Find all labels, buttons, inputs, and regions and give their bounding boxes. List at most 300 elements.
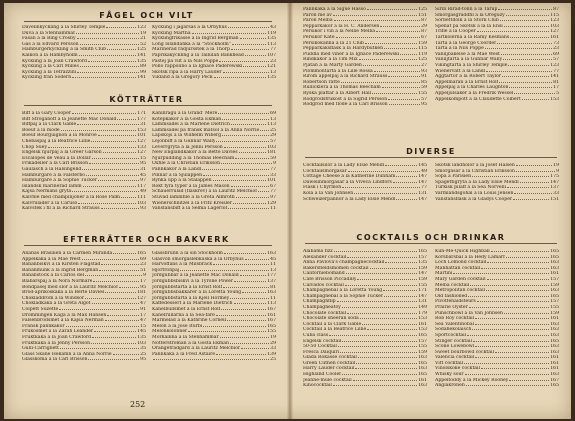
dot-leader xyxy=(80,66,139,67)
dot-leader xyxy=(481,368,549,369)
dot-leader xyxy=(333,15,417,16)
dot-leader xyxy=(82,259,139,260)
dot-leader xyxy=(228,208,269,209)
dot-leader xyxy=(388,99,420,100)
recipe-name: Vinölskoke cocktail xyxy=(435,366,480,372)
recipe-name: Kajsa Nermans gryta xyxy=(22,189,72,195)
dot-leader xyxy=(503,59,552,60)
dot-leader xyxy=(220,337,270,338)
recipe-page-number: 59 xyxy=(421,85,427,91)
dot-leader xyxy=(85,275,142,276)
dot-leader xyxy=(491,251,549,252)
recipe-name: Boeuf Bourguignon à la Monroe xyxy=(22,133,97,139)
recipe-name: Pannkakor à la Landl xyxy=(152,166,202,172)
recipe-name: Vitt cocktail xyxy=(435,360,464,366)
recipe-page-number: 161 xyxy=(418,321,427,327)
dot-leader xyxy=(98,135,137,136)
recipe-page-number: 67 xyxy=(421,34,427,40)
recipe-name: Glasvon smörgåslebkuska à la Orbyhus xyxy=(152,256,244,262)
index-column xyxy=(152,111,276,212)
dot-leader xyxy=(105,320,139,321)
recipe-name: Bananstock à la Carlos del xyxy=(22,273,85,279)
recipe-page-number: 33 xyxy=(553,190,559,196)
recipe-page-number: 171 xyxy=(137,111,146,116)
recipe-page-number: 159 xyxy=(550,282,559,288)
recipe-page-number: 21 xyxy=(140,36,146,42)
recipe-name: Kalvfilé med champinjoner à la Rose Palm xyxy=(22,194,121,200)
dot-leader xyxy=(66,326,140,327)
dot-leader xyxy=(338,346,417,347)
recipe-page-number: 87 xyxy=(553,7,559,12)
recipe-page-number: 77 xyxy=(270,166,276,172)
dot-leader xyxy=(509,87,552,88)
dot-leader xyxy=(227,320,266,321)
recipe-page-number: 147 xyxy=(550,179,559,185)
recipe-name: Pannkaka à la Sigue Hasso xyxy=(303,7,366,12)
dot-leader xyxy=(245,259,270,260)
dot-leader xyxy=(72,113,136,114)
dot-leader xyxy=(376,31,420,32)
dot-leader xyxy=(520,182,550,183)
recipe-name: Cocktail à la Beatrice Lillie xyxy=(303,327,367,333)
index-column xyxy=(22,25,146,81)
recipe-page-number: 141 xyxy=(137,75,146,81)
dot-leader xyxy=(363,65,420,66)
recipe-name: Loch Lomond cocktail xyxy=(435,260,487,266)
recipe-name: Green Cuthen cocktail xyxy=(303,360,356,366)
dot-leader xyxy=(232,44,266,45)
dot-leader xyxy=(487,262,549,263)
recipe-page-number: 52 xyxy=(140,41,146,47)
recipe-page-number: 163 xyxy=(550,327,559,333)
dot-leader xyxy=(385,165,417,166)
recipe-name: Chokladdröm à la Windsor xyxy=(22,295,85,301)
dot-leader xyxy=(76,33,139,34)
recipe-name: Kaninragu à la Grand' Mère xyxy=(152,111,218,116)
recipe-page-number: 179 xyxy=(418,310,427,316)
recipe-name: Kanelbullsmet à la Ernst Rolf xyxy=(152,306,221,312)
dot-leader xyxy=(228,27,269,28)
recipe-page-number: 23 xyxy=(140,262,146,268)
recipe-page-number: 103 xyxy=(550,23,559,29)
dot-leader xyxy=(89,163,139,164)
recipe-page-number: 127 xyxy=(137,138,146,144)
recipe-page-number: 147 xyxy=(418,174,427,180)
dot-leader xyxy=(475,324,549,325)
recipe-name: Calvados cocktail xyxy=(303,282,344,288)
dot-leader xyxy=(216,141,269,142)
recipe-name: Leverrgryta à la Jenni Persson xyxy=(152,144,223,150)
recipe-name: Stinger cocktail xyxy=(435,338,472,344)
dot-leader xyxy=(221,309,266,310)
recipe-name: Martini xyxy=(435,271,453,277)
recipe-page-number: 135 xyxy=(137,334,146,340)
recipe-name: Biff Stroganoff à la Jeanette Mac Donald xyxy=(22,116,117,122)
recipe-name: Punschbowl à la Van Johnsen xyxy=(435,310,503,316)
recipe-name: Pinnar à la Sjulappen xyxy=(152,172,203,178)
recipe-name: Morkallina à la Stenhammar xyxy=(152,334,219,340)
recipe-page-number: 165 xyxy=(267,323,276,329)
dot-leader xyxy=(121,197,136,198)
recipe-page-number: 177 xyxy=(267,273,276,279)
dot-leader xyxy=(481,268,549,269)
dot-leader xyxy=(222,135,269,136)
recipe-page-number: 147 xyxy=(418,179,427,185)
dot-leader xyxy=(367,9,417,10)
recipe-page-number: 161 xyxy=(418,377,427,383)
recipe-page-number: 157 xyxy=(418,338,427,344)
recipe-page-number: 81 xyxy=(553,79,559,85)
recipe-name: Jordgubbstårta à la Kjell Hormey xyxy=(152,295,230,301)
dot-leader xyxy=(213,180,267,181)
dot-leader xyxy=(79,55,137,56)
index-entry xyxy=(22,75,146,81)
dot-leader xyxy=(60,348,139,349)
dot-leader xyxy=(472,176,549,177)
recipe-name: Tårta à la George Coorder xyxy=(435,40,497,46)
index-column xyxy=(303,249,427,389)
recipe-page-number: 81 xyxy=(270,284,276,290)
dot-leader xyxy=(92,158,139,159)
dot-leader xyxy=(61,130,137,131)
recipe-name: Ananas Brasilien à la Carmen Miranda xyxy=(22,251,113,256)
dot-leader xyxy=(203,175,269,176)
recipe-name: Melonkolonner xyxy=(152,329,188,335)
index-column xyxy=(22,251,146,363)
dot-leader xyxy=(516,165,552,166)
recipe-page-number: 11 xyxy=(270,206,276,212)
recipe-name: Sea Valentinobål xyxy=(435,321,475,327)
recipe-page-number: 137 xyxy=(550,185,559,191)
recipe-name: Äppelkompott à la Claudette Colbert xyxy=(435,96,521,102)
recipe-page-number: 35 xyxy=(140,346,146,352)
dot-leader xyxy=(477,31,549,32)
recipe-page-number: 113 xyxy=(267,301,276,307)
recipe-page-number: 49 xyxy=(140,189,146,195)
recipe-name: Lammsadel på fransk matsol à la Anna Norrie xyxy=(152,127,260,133)
dot-leader xyxy=(216,315,266,316)
recipe-name: Biff à la Gary Cooper xyxy=(22,111,71,116)
recipe-name: Fransk pannkakor xyxy=(22,323,65,329)
recipe-name: Hamburgerkyckling à la Smith Club xyxy=(22,47,107,53)
recipe-page-number: 93 xyxy=(140,206,146,212)
recipe-name: Champagnflip xyxy=(303,299,336,305)
recipe-name: Californiebomand xyxy=(303,271,345,277)
index-column xyxy=(152,251,276,363)
dot-leader xyxy=(508,65,549,66)
recipe-page-number: 73 xyxy=(553,40,559,46)
dot-leader xyxy=(507,187,549,188)
recipe-page-number: 29 xyxy=(421,23,427,29)
dot-leader xyxy=(347,257,417,258)
recipe-name: Tårtkolerna à la Ramy Kesmans xyxy=(435,34,510,40)
dot-leader xyxy=(77,38,140,39)
recipe-page-number: 57 xyxy=(270,138,276,144)
recipe-page-number: 19 xyxy=(553,163,559,168)
recipe-name: Ryska plättar à la Albert Hall xyxy=(303,90,372,96)
recipe-name: Chokladkaka à la Greta Algot xyxy=(22,301,91,307)
dot-leader xyxy=(88,359,139,360)
recipe-page-number: 17 xyxy=(140,278,146,284)
recipe-page-number: 5 xyxy=(556,90,559,96)
recipe-name: Vänsfansfläsk à la Gladys Cooper xyxy=(435,196,513,202)
dot-leader xyxy=(522,99,550,100)
dot-leader xyxy=(346,273,418,274)
dot-leader xyxy=(88,61,136,62)
index-entry xyxy=(303,197,427,203)
dot-leader xyxy=(389,104,421,105)
recipe-page-number: 141 xyxy=(550,74,559,80)
recipe-name: Lejonbiff à la Gunnar Wally xyxy=(152,138,216,144)
dot-leader xyxy=(487,279,550,280)
dot-leader xyxy=(240,38,267,39)
recipe-page-number: 23 xyxy=(270,58,276,64)
dot-leader xyxy=(85,298,136,299)
recipe-page-number: 159 xyxy=(418,40,427,46)
recipe-page-number: 155 xyxy=(418,90,427,96)
dot-leader xyxy=(239,152,267,153)
dot-leader xyxy=(106,27,136,28)
recipe-name: Colpett Suzette xyxy=(22,306,59,312)
recipe-name: Melon à la José Iturbi xyxy=(152,323,203,329)
recipe-name: Bakersfieldsmomen cocktail xyxy=(303,265,369,271)
recipe-name: Rökt fyra typer à la James Mason xyxy=(152,183,230,189)
recipe-name: Sodahekolaisch xyxy=(435,327,472,333)
recipe-page-number: 155 xyxy=(418,344,427,350)
dot-leader xyxy=(499,82,552,83)
dot-leader xyxy=(105,292,136,293)
dot-leader xyxy=(86,175,139,176)
recipe-page-number: 31 xyxy=(140,166,146,172)
recipe-page-number: 163 xyxy=(550,372,559,378)
recipe-name: Kalvstek i fil à la Richard Strauss xyxy=(22,206,100,212)
recipe-name: Turkisk pilaff à la Sea Norvelli xyxy=(435,185,507,191)
recipe-name: New Englandkakor à la Bette Davies xyxy=(152,150,238,156)
recipe-page-number: 115 xyxy=(418,46,427,52)
recipe-page-number: 127 xyxy=(550,29,559,35)
recipe-page-number: 77 xyxy=(421,185,427,191)
recipe-page-number: 161 xyxy=(550,271,559,277)
recipe-name: Kotepkakor à la Gösta Ekman xyxy=(152,116,222,122)
recipe-name: Duva à la Stenhammar xyxy=(22,30,76,36)
recipe-page-number: 165 xyxy=(418,360,427,366)
recipe-page-number: 175 xyxy=(550,174,559,180)
recipe-name: Puddla med viner à la Ignace Paderewski xyxy=(303,51,400,57)
recipe-page-number: 25 xyxy=(270,127,276,133)
recipe-name: 50-50 Cocktail xyxy=(303,344,337,350)
dot-leader xyxy=(221,163,272,164)
recipe-page-number: 129 xyxy=(267,200,276,206)
recipe-page-number: 103 xyxy=(137,340,146,346)
dot-leader xyxy=(497,43,552,44)
dot-leader xyxy=(473,341,549,342)
recipe-page-number: 163 xyxy=(418,366,427,372)
recipe-name: Pivotfenaidsteurs xyxy=(435,299,476,305)
recipe-page-number: 87 xyxy=(421,29,427,35)
recipe-name: Äggtårtor à la Robert Taylor xyxy=(435,74,501,80)
recipe-name: Old fashioned xyxy=(435,293,468,299)
recipe-name: Wienerschnitzel à la Fritz Kreisler xyxy=(152,200,232,206)
recipe-page-number: 103 xyxy=(137,200,146,206)
dot-leader xyxy=(222,119,269,120)
recipe-name: Körsbärsbål à la Hedy Lamarr xyxy=(435,254,506,260)
dot-leader xyxy=(92,337,136,338)
dot-leader xyxy=(345,285,417,286)
recipe-page-number: 25 xyxy=(270,357,276,363)
index-column xyxy=(303,163,427,202)
recipe-page-number: 45 xyxy=(270,256,276,262)
recipe-page-number: 113 xyxy=(267,41,276,47)
recipe-page-number: 151 xyxy=(550,196,559,202)
recipe-page-number: 155 xyxy=(418,282,427,288)
dot-leader xyxy=(334,20,421,21)
recipe-page-number: 29 xyxy=(270,133,276,139)
recipe-name: Glassbrunn à la sin Stockholm xyxy=(152,251,223,256)
recipe-page-number: 123 xyxy=(550,62,559,68)
recipe-page-number: 159 xyxy=(418,265,427,271)
recipe-name: Fläsk i Chyrmon xyxy=(303,185,342,191)
dot-leader xyxy=(470,285,549,286)
recipe-name: Marmelad à la Kathrine Cornell xyxy=(152,318,227,324)
recipe-page-number: 115 xyxy=(550,12,559,18)
recipe-page-number: 125 xyxy=(137,47,146,53)
dot-leader xyxy=(342,187,420,188)
recipe-page-number: 45 xyxy=(140,172,146,178)
section-heading-diverse: DIVERSE xyxy=(406,147,456,156)
index-column xyxy=(152,25,276,81)
recipe-page-number: 137 xyxy=(267,278,276,284)
dot-leader xyxy=(469,307,549,308)
recipe-page-number: 149 xyxy=(418,304,427,310)
dot-leader xyxy=(388,76,420,77)
recipe-page-number: 131 xyxy=(418,299,427,305)
dot-leader xyxy=(213,264,269,265)
dot-leader xyxy=(224,253,266,254)
recipe-name: Rirom äppelpaj à la Richard Strauss xyxy=(303,74,388,80)
recipe-page-number: 177 xyxy=(137,116,146,122)
recipe-page-number: 69 xyxy=(270,111,276,116)
recipe-page-number: 31 xyxy=(140,122,146,128)
recipe-page-number: 161 xyxy=(550,360,559,366)
recipe-page-number: 57 xyxy=(421,96,427,102)
dot-leader xyxy=(92,303,140,304)
recipe-page-number: 29 xyxy=(270,340,276,346)
recipe-name: Wienervatt à la Landl xyxy=(435,68,486,74)
dot-leader xyxy=(101,208,140,209)
recipe-page-number: 13 xyxy=(270,69,276,75)
dot-leader xyxy=(396,199,417,200)
recipe-page-number: 161 xyxy=(550,316,559,322)
dot-leader xyxy=(202,169,269,170)
recipe-name: Kyckling Märtha xyxy=(152,30,191,36)
recipe-name: Kyckling à la Tetrazzini xyxy=(22,69,77,75)
recipe-name: Persikor i vin à la Nellie Melba xyxy=(303,29,376,35)
recipe-page-number: 163 xyxy=(550,349,559,355)
dot-leader xyxy=(260,130,269,131)
recipe-name: Kalvrulader à la Caruso xyxy=(22,200,78,206)
recipe-name: Vildand à la Gregory Peck xyxy=(152,75,213,81)
left-page xyxy=(4,3,289,419)
dot-leader xyxy=(117,119,136,120)
recipe-page-number: 85 xyxy=(421,79,427,85)
dot-leader xyxy=(236,197,269,198)
dot-leader xyxy=(113,354,140,355)
recipe-name: Long Islandanka à la "Stockholm" xyxy=(152,41,231,47)
recipe-name: Valencia cocktail xyxy=(435,355,475,361)
recipe-page-number: 93 xyxy=(421,68,427,74)
recipe-page-number: 167 xyxy=(267,306,276,312)
dot-leader xyxy=(107,49,136,50)
dot-leader xyxy=(231,124,266,125)
recipe-name: Anna Pavlova's champagnecocktail xyxy=(303,260,385,266)
recipe-name: Cuba class xyxy=(303,332,329,338)
recipe-name: Chop Suey xyxy=(22,144,48,150)
recipe-name: Frukosmet à la Zarah Leander xyxy=(22,329,94,335)
recipe-page-number: 87 xyxy=(421,18,427,24)
recipe-page-number: 101 xyxy=(137,133,146,139)
dot-leader xyxy=(59,309,139,310)
recipe-page-number: 77 xyxy=(553,68,559,74)
recipe-name: Sorbettdölk à la Stork Club xyxy=(435,18,499,24)
recipe-name: Pepparkaksfläsk à la Hardybutken xyxy=(303,46,384,52)
index-entry xyxy=(435,97,559,103)
dot-leader xyxy=(233,203,266,204)
recipe-page-number: 69 xyxy=(140,256,146,262)
recipe-page-number: 163 xyxy=(550,344,559,350)
dot-leader xyxy=(514,193,552,194)
recipe-page-number: 163 xyxy=(550,260,559,266)
dot-leader xyxy=(475,357,549,358)
index-column xyxy=(22,111,146,212)
recipe-name: Bananbiskvi à la Kirsten Flagstad xyxy=(22,262,101,268)
dot-leader xyxy=(231,49,269,50)
recipe-name: Kun-Me-Quick Highball xyxy=(435,249,490,254)
dot-leader xyxy=(495,352,549,353)
recipe-name: Äppeltoddy à la Mickey Rooney xyxy=(435,377,509,383)
recipe-name: Vaniljtårta à la Gunnar Wally xyxy=(435,57,503,63)
dot-leader xyxy=(113,253,136,254)
recipe-page-number: 163 xyxy=(550,288,559,294)
recipe-page-number: 119 xyxy=(267,30,276,36)
section-heading-fagel-och-vilt: FÅGEL OCH VILT xyxy=(99,11,194,20)
recipe-name: Rullicklera à la Thomas Beecham xyxy=(303,85,381,91)
recipe-name: Rindkakor à la Tim Mix xyxy=(303,57,358,63)
recipe-name: Champagneatoy xyxy=(303,304,341,310)
dot-leader xyxy=(382,87,420,88)
section-divider xyxy=(24,105,272,106)
recipe-page-number: 155 xyxy=(550,304,559,310)
recipe-name: Vikingtårta à la Shirley Temple xyxy=(435,62,508,68)
dot-leader xyxy=(216,354,266,355)
recipe-name: Glass Skåne Hekamn à la Anna Norrie xyxy=(22,351,112,357)
section-heading-cocktails-och-drinkar: COCKTAILS OCH DRINKAR xyxy=(356,233,506,242)
dot-leader xyxy=(329,335,417,336)
dot-leader xyxy=(467,335,549,336)
recipe-name: Drömmingen Kaga à la Max Hansen xyxy=(22,312,107,318)
recipe-name: Mary Garden cocktail xyxy=(435,276,486,282)
recipe-page-number: 163 xyxy=(267,251,276,256)
recipe-name: Trifle à la Cooper xyxy=(435,29,476,35)
dot-leader xyxy=(486,290,549,291)
recipe-page-number: 157 xyxy=(550,276,559,282)
recipe-page-number: 97 xyxy=(270,194,276,200)
recipe-page-number: 119 xyxy=(418,51,427,57)
recipe-page-number: 165 xyxy=(550,383,559,389)
dot-leader xyxy=(223,287,269,288)
recipe-name: Fruktkaka à la Jenny Persson xyxy=(22,340,91,346)
dot-leader xyxy=(504,313,549,314)
recipe-name: Paprikakyckling à la Tallulah Bankhead xyxy=(152,52,244,58)
